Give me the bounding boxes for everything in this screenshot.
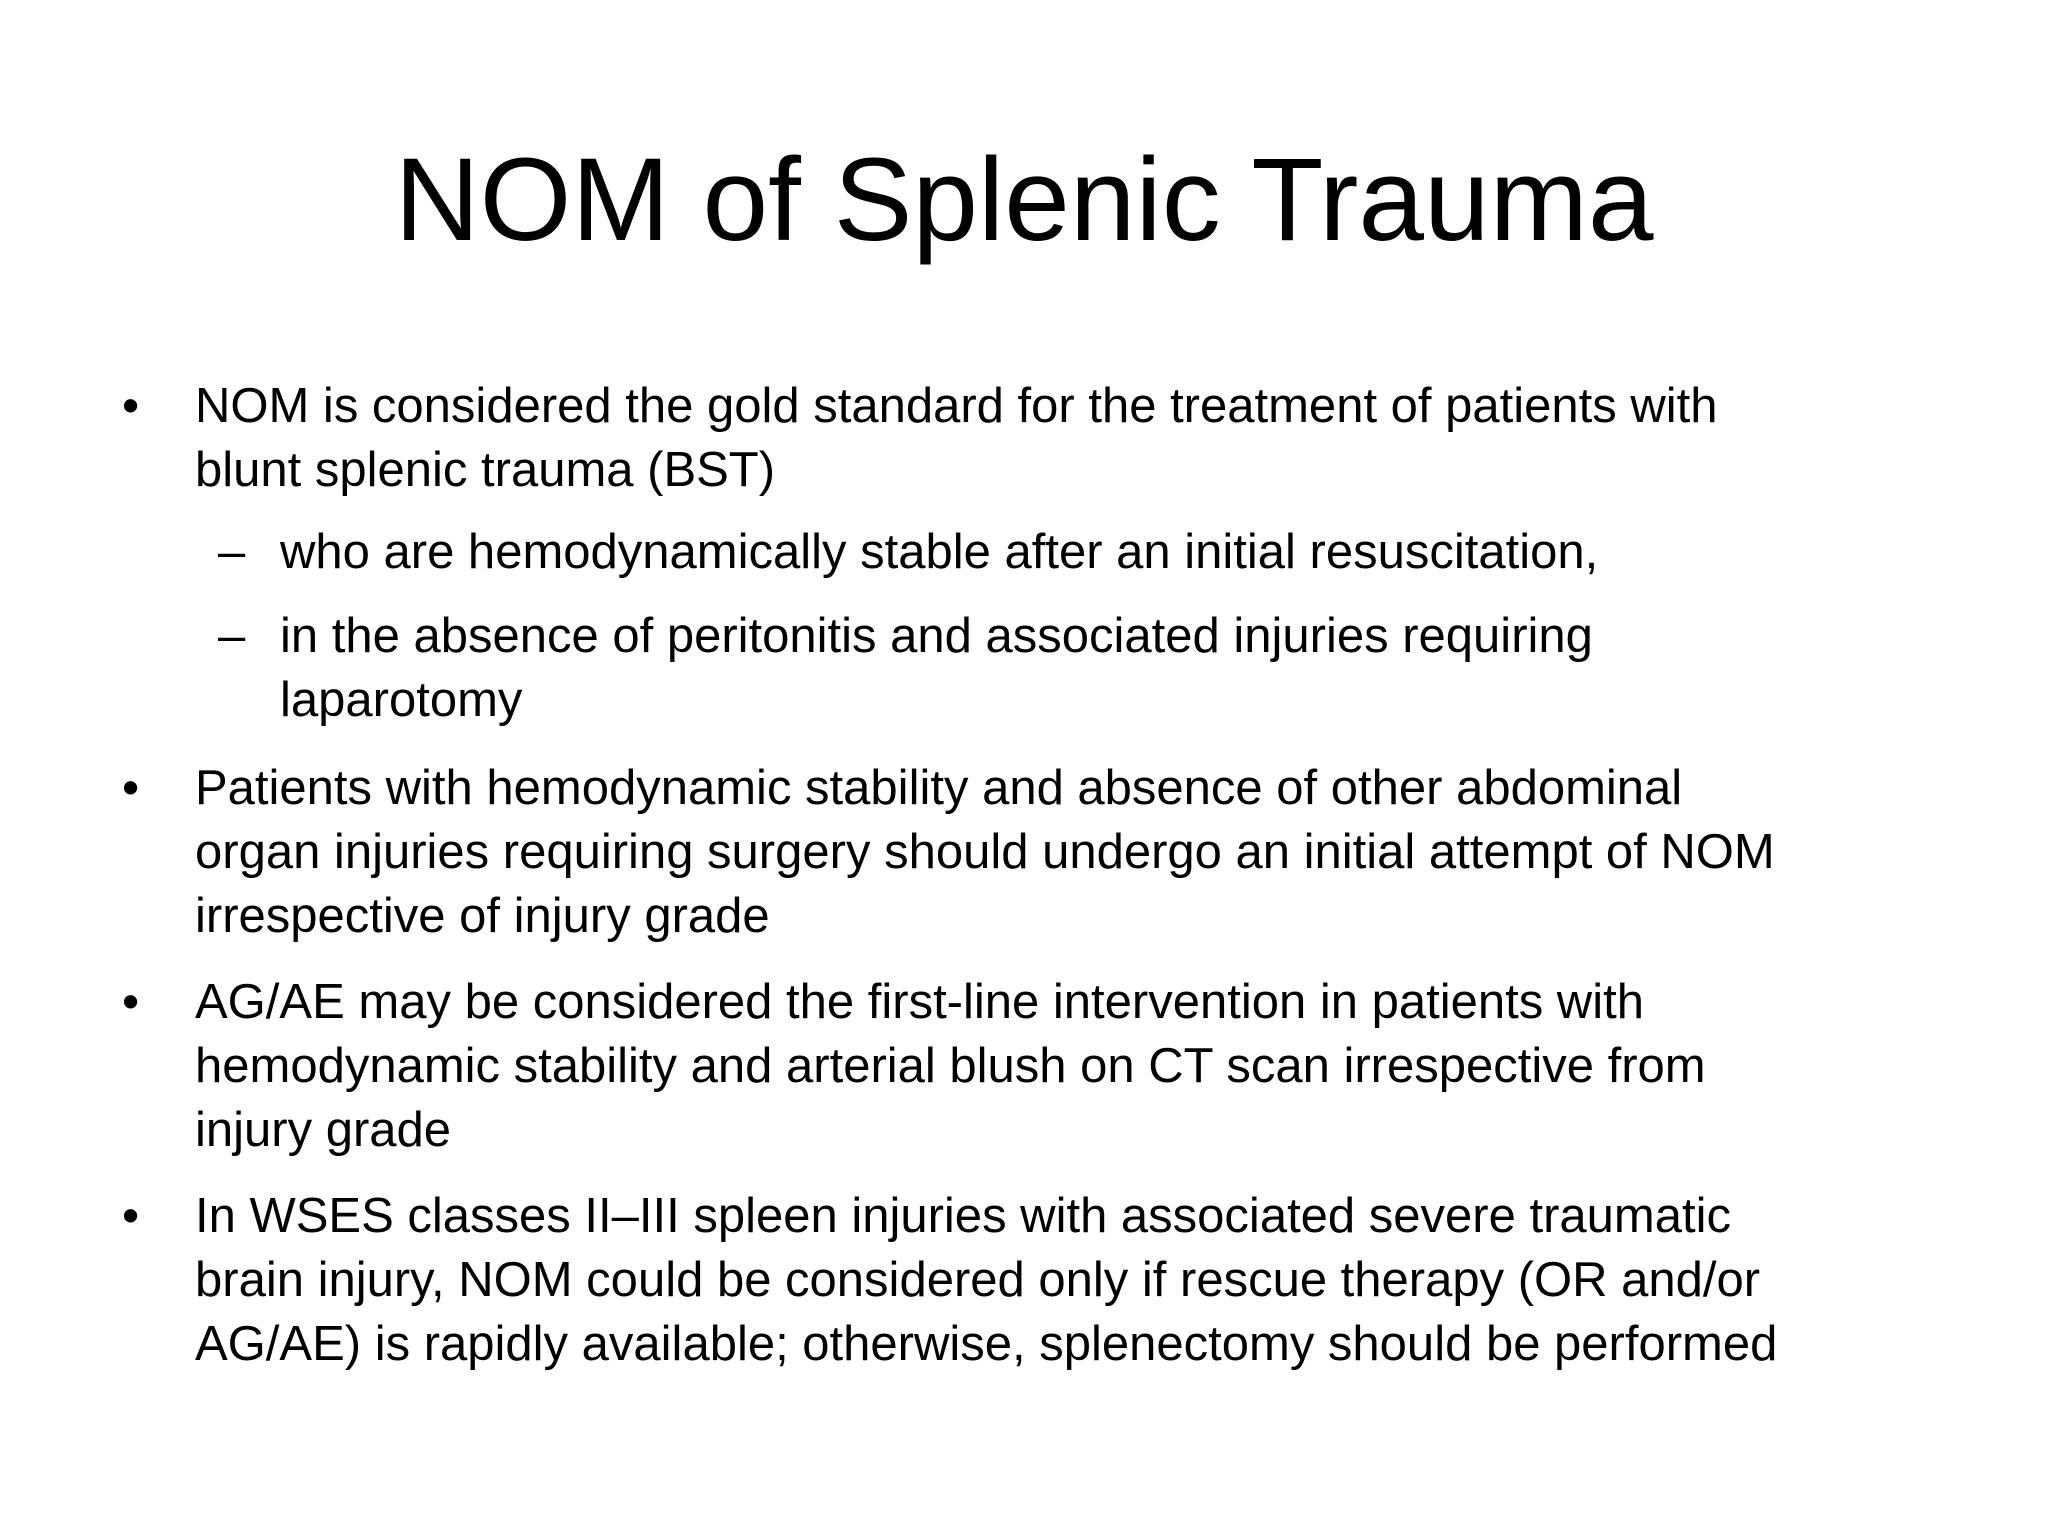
bullet-marker: • — [122, 379, 140, 433]
sub-bullet-marker: – — [218, 609, 246, 663]
bullet-marker: • — [122, 975, 140, 1029]
bullet-marker: • — [122, 1189, 140, 1243]
bullet-4-line-3: AG/AE) is rapidly available; otherwise, splenectomy should be performed — [195, 1317, 1778, 1371]
sub-bullet-marker: – — [218, 525, 246, 579]
bullet-3-line-3: injury grade — [195, 1103, 452, 1157]
bullet-3-line-1: AG/AE may be considered the first-line intervention in patients with — [195, 975, 1644, 1029]
bullet-1-line-1: NOM is considered the gold standard for the treatment of patients with — [195, 379, 1718, 433]
sub-bullet-2-line-1: in the absence of peritonitis and associated injuries requiring — [280, 609, 1593, 663]
bullet-2-line-3: irrespective of injury grade — [195, 889, 770, 943]
slide-title: NOM of Splenic Trauma — [394, 134, 1654, 266]
sub-bullet-2-line-2: laparotomy — [280, 673, 523, 727]
bullet-marker: • — [122, 761, 140, 815]
bullet-4-line-2: brain injury, NOM could be considered only if rescue therapy (OR and/or — [195, 1253, 1761, 1307]
bullet-3-line-2: hemodynamic stability and arterial blush on CT scan irrespective from — [195, 1039, 1706, 1093]
sub-bullet-1-line-1: who are hemodynamically stable after an initial resuscitation, — [280, 525, 1599, 579]
bullet-1-line-2: blunt splenic trauma (BST) — [195, 443, 776, 497]
bullet-2-line-2: organ injuries requiring surgery should undergo an initial attempt of NOM — [195, 825, 1775, 879]
bullet-4-line-1: In WSES classes II–III spleen injuries with associated severe traumatic — [195, 1189, 1731, 1243]
bullet-2-line-1: Patients with hemodynamic stability and absence of other abdominal — [195, 761, 1683, 815]
